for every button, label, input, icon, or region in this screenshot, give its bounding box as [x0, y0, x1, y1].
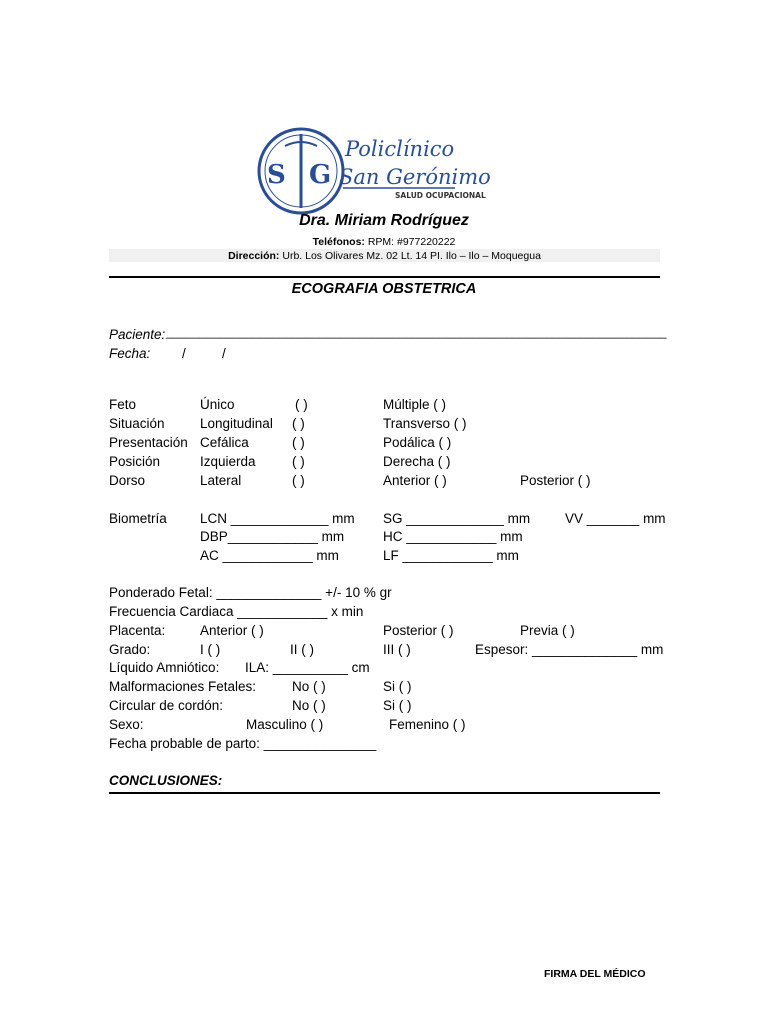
doctor-name: Dra. Miriam Rodríguez	[299, 212, 469, 229]
situacion-transverso[interactable]: Transverso ( )	[383, 416, 467, 431]
posicion-derecha[interactable]: Derecha ( )	[383, 454, 451, 469]
frecuencia-cardiaca[interactable]: Frecuencia Cardiaca ____________ x min	[109, 604, 364, 619]
signature-label: FIRMA DEL MÉDICO	[544, 968, 646, 980]
biometria-sg[interactable]: SG _____________ mm	[383, 511, 531, 526]
dorso-lateral: Lateral	[200, 473, 242, 488]
address-line	[109, 250, 660, 262]
form-title: ECOGRAFIA OBSTETRICA	[291, 281, 477, 297]
phones-line	[0, 236, 768, 248]
fecha-probable-parto[interactable]: Fecha probable de parto: _______________	[109, 736, 377, 751]
liquido-amniotico-label: Líquido Amniótico:	[109, 660, 220, 675]
malformaciones-label: Malformaciones Fetales:	[109, 679, 257, 694]
placenta-anterior[interactable]: Anterior ( )	[200, 623, 264, 638]
logo-line1: Policlínico	[345, 137, 455, 161]
clinic-logo	[255, 126, 490, 216]
patient-input[interactable]: ___________________________________________________________________________	[166, 325, 667, 339]
cordon-label: Circular de cordón:	[109, 698, 224, 713]
cordon-no[interactable]: No ( )	[292, 698, 326, 713]
posicion-izquierda-check[interactable]: ( )	[292, 454, 305, 469]
grado-iii[interactable]: III ( )	[383, 642, 411, 657]
grado-ii[interactable]: II ( )	[290, 642, 314, 657]
biometria-dbp[interactable]: DBP____________ mm	[200, 529, 345, 544]
sexo-label: Sexo:	[109, 717, 144, 732]
posicion-izquierda: Izquierda	[200, 454, 256, 469]
patient-label: Paciente:	[109, 327, 166, 342]
phones-value: RPM: #977220222	[367, 236, 456, 248]
grado-label: Grado:	[109, 642, 151, 657]
date-label: Fecha:	[109, 346, 151, 361]
malformaciones-si[interactable]: Si ( )	[383, 679, 412, 694]
liquido-ila[interactable]: ILA: __________ cm	[245, 660, 370, 675]
cordon-si[interactable]: Si ( )	[383, 698, 412, 713]
grado-i[interactable]: I ( )	[200, 642, 221, 657]
feto-multiple[interactable]: Múltiple ( )	[383, 397, 447, 412]
address-value: Urb. Los Olivares Mz. 02 Lt. 14 PI. Ilo – Ilo – Moquegua	[282, 250, 541, 262]
header-divider	[109, 276, 660, 278]
presentacion-label: Presentación	[109, 435, 188, 450]
dorso-label: Dorso	[109, 473, 146, 488]
presentacion-podalica[interactable]: Podálica ( )	[383, 435, 452, 450]
conclusions-divider	[109, 792, 660, 794]
biometria-ac[interactable]: AC ____________ mm	[200, 548, 339, 563]
malformaciones-no[interactable]: No ( )	[292, 679, 326, 694]
ponderado-fetal[interactable]: Ponderado Fetal: ______________ +/- 10 % gr	[109, 585, 392, 600]
phones-label: Teléfonos:	[312, 236, 365, 248]
dorso-anterior[interactable]: Anterior ( )	[383, 473, 447, 488]
sexo-femenino[interactable]: Femenino ( )	[389, 717, 466, 732]
sexo-masculino[interactable]: Masculino ( )	[246, 717, 324, 732]
placenta-posterior[interactable]: Posterior ( )	[383, 623, 454, 638]
situacion-label: Situación	[109, 416, 165, 431]
situacion-longitudinal-check[interactable]: ( )	[292, 416, 305, 431]
situacion-longitudinal: Longitudinal	[200, 416, 273, 431]
conclusions-label: CONCLUSIONES:	[109, 773, 223, 788]
biometria-vv[interactable]: VV _______ mm	[565, 511, 666, 526]
dorso-posterior[interactable]: Posterior ( )	[520, 473, 591, 488]
placenta-label: Placenta:	[109, 623, 166, 638]
presentacion-cefalica-check[interactable]: ( )	[292, 435, 305, 450]
biometria-label: Biometría	[109, 511, 167, 526]
date-slash-2: /	[222, 346, 226, 361]
logo-monogram-g: G	[309, 160, 332, 190]
presentacion-cefalica: Cefálica	[200, 435, 249, 450]
placenta-previa[interactable]: Previa ( )	[520, 623, 575, 638]
biometria-lf[interactable]: LF ____________ mm	[383, 548, 519, 563]
date-slash-1: /	[182, 346, 186, 361]
logo-tagline: SALUD OCUPACIONAL	[395, 191, 486, 200]
logo-monogram-s: S	[267, 160, 286, 190]
feto-unico-check[interactable]: ( )	[295, 397, 308, 412]
biometria-hc[interactable]: HC ____________ mm	[383, 529, 523, 544]
dorso-lateral-check[interactable]: ( )	[292, 473, 305, 488]
espesor[interactable]: Espesor: ______________ mm	[475, 642, 664, 657]
feto-unico: Único	[200, 397, 235, 412]
address-label: Dirección:	[228, 250, 280, 262]
biometria-lcn[interactable]: LCN _____________ mm	[200, 511, 355, 526]
logo-line2: San Gerónimo	[339, 165, 490, 189]
posicion-label: Posición	[109, 454, 161, 469]
feto-label: Feto	[109, 397, 137, 412]
